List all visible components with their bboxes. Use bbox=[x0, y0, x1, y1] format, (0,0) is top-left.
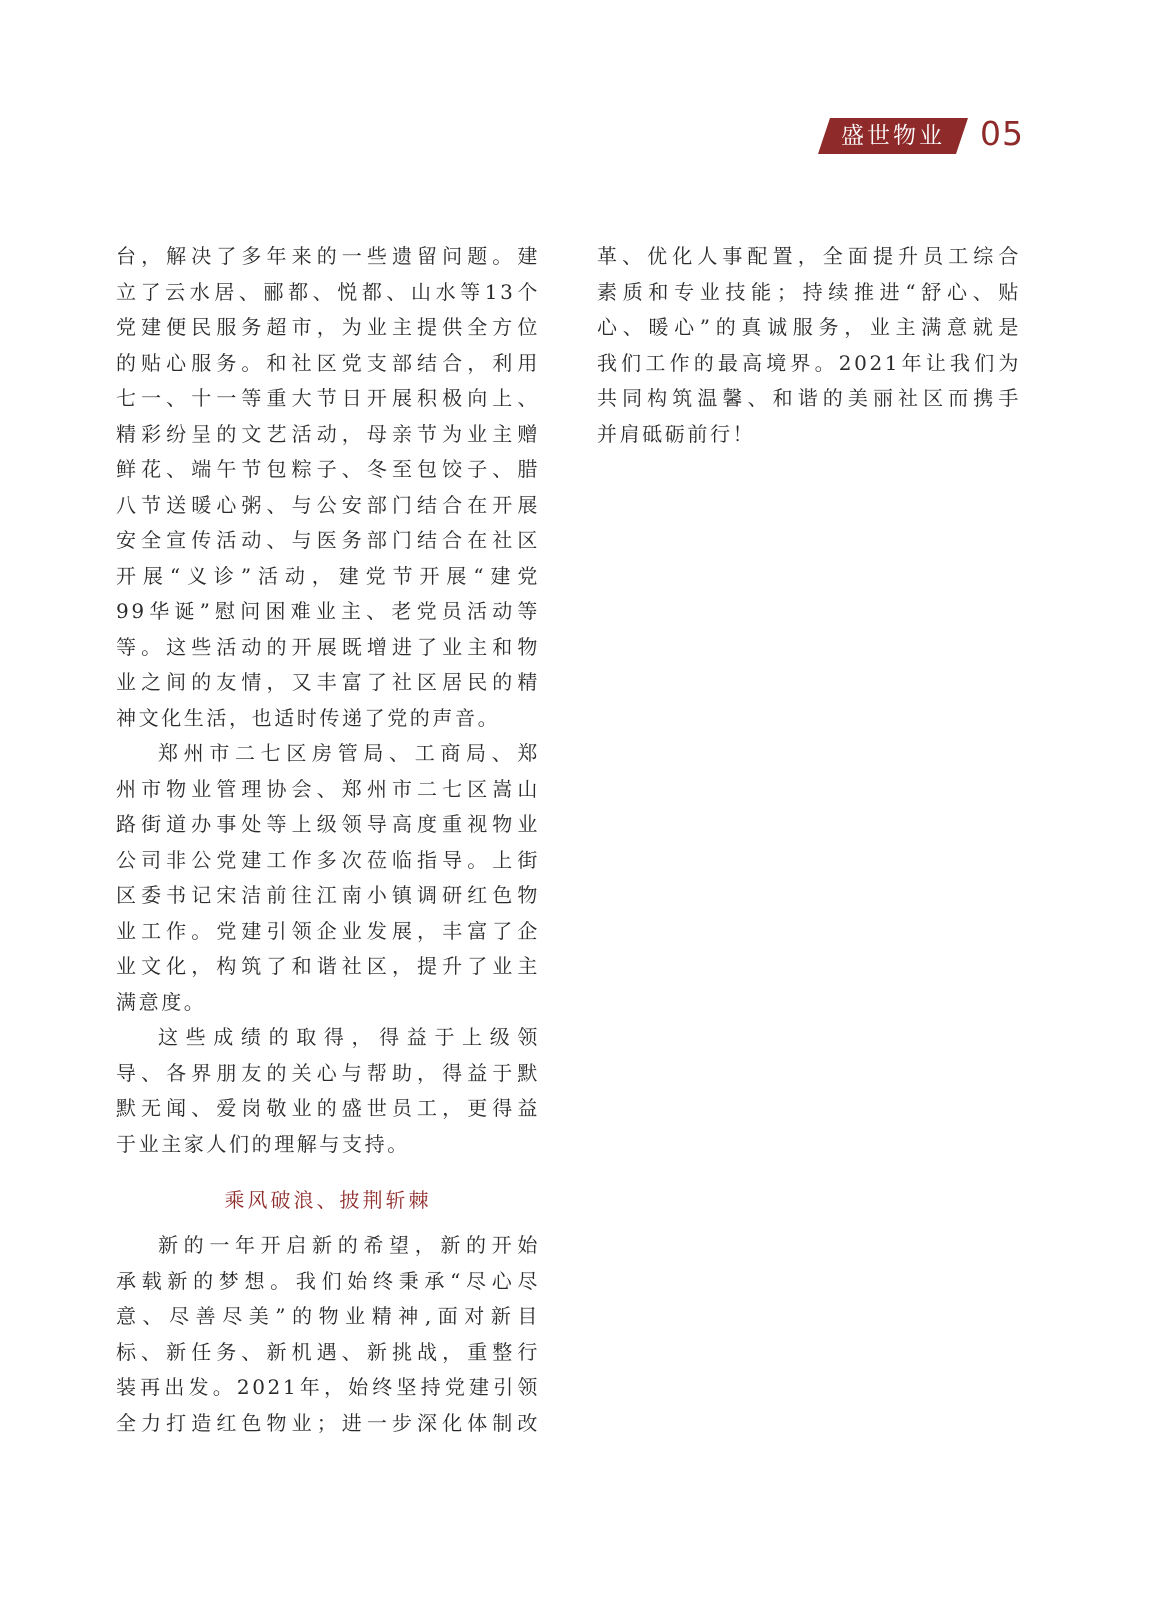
paragraph-line: 精彩纷呈的文艺活动，母亲节为业主赠 bbox=[116, 421, 540, 446]
paragraph-line: 等。这些活动的开展既增进了业主和物 bbox=[116, 634, 540, 659]
paragraph-line: 鲜花、端午节包粽子、冬至包饺子、腊 bbox=[116, 457, 540, 481]
paragraph-line: 并肩砥砺前行！ bbox=[597, 421, 756, 446]
paragraph-line: 业文化，构筑了和谐社区，提升了业主 bbox=[116, 954, 540, 978]
page-number: 05 bbox=[980, 114, 1024, 153]
paragraph-line: 公司非公党建工作多次莅临指导。上街 bbox=[116, 847, 540, 872]
paragraph-line: 心、暖心”的真诚服务，业主满意就是 bbox=[597, 315, 1021, 339]
paragraph-line: 意、尽善尽美”的物业精神,面对新目 bbox=[116, 1304, 540, 1328]
paragraph-line: 素质和专业技能；持续推进“舒心、贴 bbox=[597, 279, 1021, 304]
paragraph-line: 党建便民服务超市，为业主提供全方位 bbox=[116, 315, 540, 339]
paragraph-line: 满意度。 bbox=[116, 989, 207, 1014]
paragraph-line: 七一、十一等重大节日开展积极向上、 bbox=[116, 386, 540, 410]
paragraph-line: 立了云水居、郦都、悦都、山水等13个 bbox=[116, 279, 540, 304]
paragraph-line: 承载新的梦想。我们始终秉承“尽心尽 bbox=[116, 1268, 540, 1293]
paragraph-line: 神文化生活，也适时传递了党的声音。 bbox=[116, 705, 501, 730]
paragraph-line: 99华诞”慰问困难业主、老党员活动等 bbox=[116, 599, 540, 623]
paragraph-line: 郑州市二七区房管局、工商局、郑 bbox=[158, 741, 540, 765]
right-column bbox=[597, 239, 1021, 452]
paragraph-line: 新的一年开启新的希望，新的开始 bbox=[158, 1233, 540, 1257]
paragraph-line: 标、新任务、新机遇、新挑战，重整行 bbox=[116, 1339, 540, 1364]
paragraph-line: 州市物业管理协会、郑州市二七区嵩山 bbox=[116, 776, 540, 801]
left-column-top bbox=[116, 239, 540, 1162]
paragraph-line: 我们工作的最高境界。2021年让我们为 bbox=[597, 350, 1021, 375]
paragraph-line: 台，解决了多年来的一些遗留问题。建 bbox=[116, 244, 540, 268]
paragraph-line: 业工作。党建引领企业发展，丰富了企 bbox=[116, 918, 540, 943]
paragraph-line: 安全宣传活动、与医务部门结合在社区 bbox=[116, 528, 540, 552]
left-column-bottom bbox=[116, 1228, 540, 1441]
paragraph-line: 区委书记宋洁前往江南小镇调研红色物 bbox=[116, 883, 540, 907]
section-heading: 乘风破浪、披荆斩棘 bbox=[224, 1188, 432, 1212]
paragraph-line: 的贴心服务。和社区党支部结合，利用 bbox=[116, 350, 540, 375]
paragraph-line: 这些成绩的取得，得益于上级领 bbox=[158, 1025, 540, 1049]
paragraph-line: 业之间的友情，又丰富了社区居民的精 bbox=[116, 670, 540, 694]
paragraph-line: 全力打造红色物业；进一步深化体制改 bbox=[116, 1410, 540, 1435]
paragraph-line: 路街道办事处等上级领导高度重视物业 bbox=[116, 812, 540, 836]
paragraph-line: 导、各界朋友的关心与帮助，得益于默 bbox=[116, 1060, 540, 1085]
paragraph-line: 装再出发。2021年，始终坚持党建引领 bbox=[116, 1375, 540, 1399]
paragraph-line: 八节送暖心粥、与公安部门结合在开展 bbox=[116, 492, 540, 517]
paragraph-line: 共同构筑温馨、和谐的美丽社区而携手 bbox=[597, 386, 1021, 410]
paragraph-line: 于业主家人们的理解与支持。 bbox=[116, 1131, 410, 1156]
paragraph-line: 默无闻、爱岗敬业的盛世员工，更得益 bbox=[116, 1096, 540, 1120]
paragraph-line: 革、优化人事配置，全面提升员工综合 bbox=[597, 244, 1021, 268]
section-title: 盛世物业 bbox=[841, 123, 945, 149]
paragraph-line: 开展“义诊”活动，建党节开展“建党 bbox=[116, 563, 540, 588]
